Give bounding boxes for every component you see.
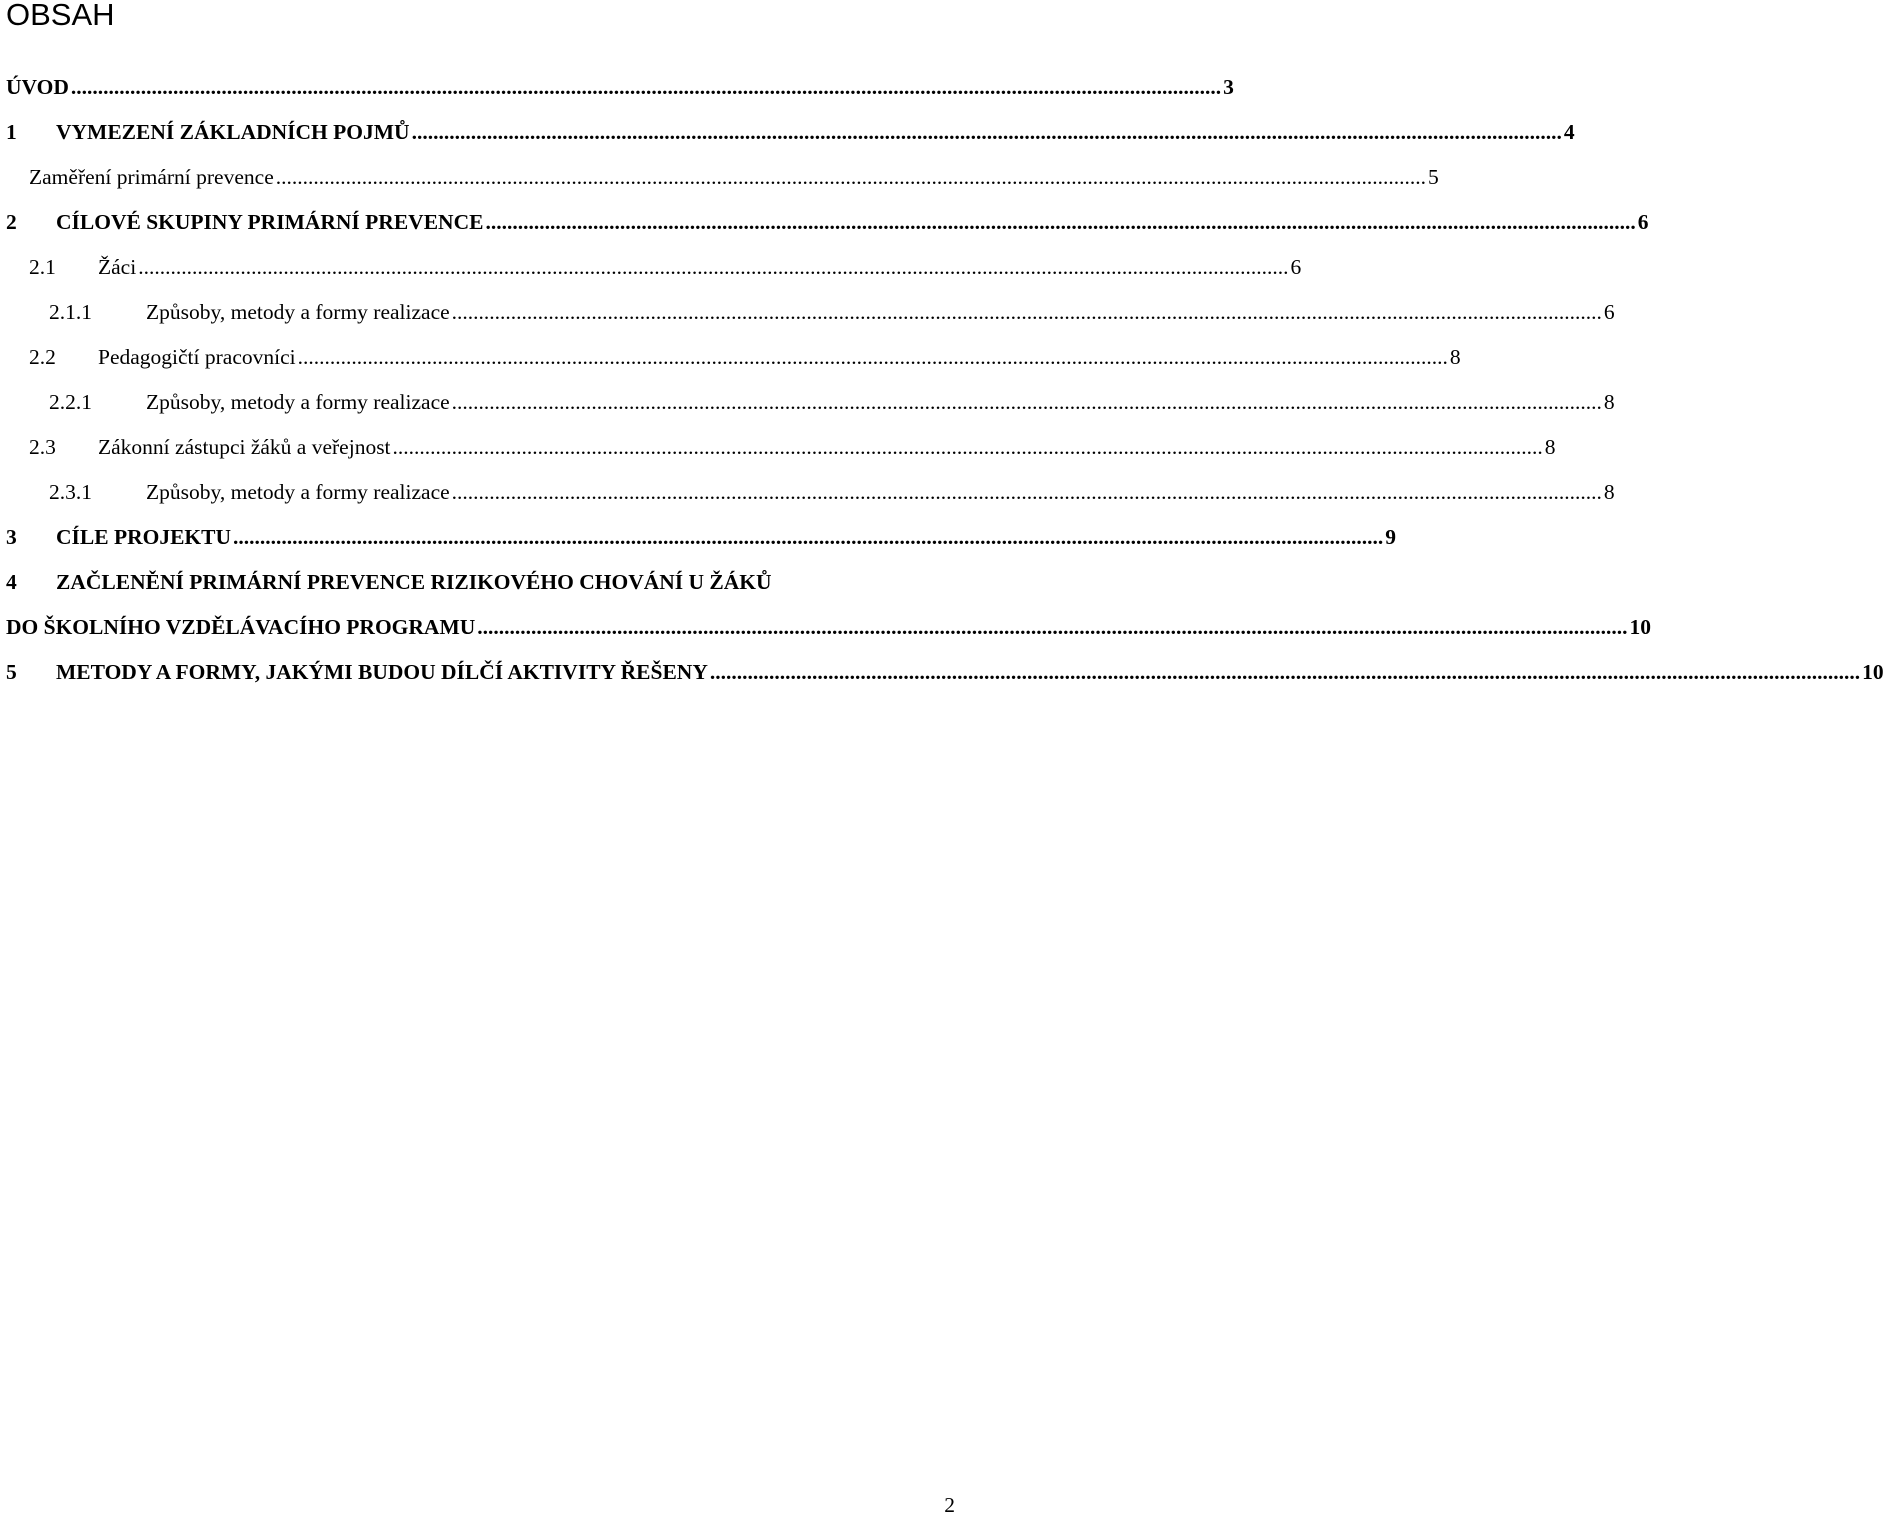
toc-entry-label: CÍLE PROJEKTU	[56, 525, 232, 549]
toc-entry[interactable]	[0, 342, 1461, 372]
toc-entry-page: 8	[1544, 435, 1556, 459]
toc-entry-body	[6, 72, 1234, 102]
toc-entry-page: 6	[1603, 300, 1615, 324]
toc-entry-label: ZAČLENĚNÍ PRIMÁRNÍ PREVENCE RIZIKOVÉHO CHOVÁNÍ U ŽÁKŮ	[56, 570, 772, 594]
toc-entry-number: 4	[6, 570, 17, 594]
toc-entry-label: Žáci	[98, 255, 137, 279]
toc-entry-body	[146, 297, 1615, 327]
toc-leader-dots: ......................................................................................................................................................................................................................	[451, 480, 1602, 504]
toc-leader-dots: ......................................................................................................................................................................................................................	[275, 165, 1426, 189]
toc-entry-label: ÚVOD	[6, 75, 69, 99]
toc-entry-number: 2.1.1	[49, 300, 92, 324]
toc-entry-number: 2.3.1	[49, 480, 92, 504]
toc-leader-dots: ......................................................................................................................................................................................................................	[297, 345, 1448, 369]
toc-entry-label: METODY A FORMY, JAKÝMI BUDOU DÍLČÍ AKTIVITY ŘEŠENY	[56, 660, 708, 684]
toc-entry-page: 8	[1449, 345, 1461, 369]
page-number: 2	[944, 1493, 955, 1517]
toc-entry-label: Zákonní zástupci žáků a veřejnost	[98, 435, 391, 459]
toc-entry[interactable]	[0, 297, 1615, 327]
toc-entry-page: 6	[1637, 210, 1649, 234]
toc-entry[interactable]	[0, 252, 1302, 282]
toc-entry[interactable]	[0, 117, 1575, 147]
toc-leader-dots: ......................................................................................................................................................................................................................	[451, 390, 1602, 414]
toc-entry-body	[98, 342, 1461, 372]
toc-entry-page: 6	[1290, 255, 1302, 279]
toc-entry[interactable]	[0, 477, 1615, 507]
toc-entry-number: 2.2	[29, 345, 56, 369]
toc-leader-dots: ......................................................................................................................................................................................................................	[451, 300, 1602, 324]
toc-entry[interactable]	[0, 432, 1556, 462]
toc-entry-body	[56, 522, 1397, 552]
toc-entry-number: 3	[6, 525, 17, 549]
toc-entry-body	[6, 612, 1652, 642]
toc-entry-body	[56, 567, 956, 597]
toc-entry-page: 5	[1427, 165, 1439, 189]
toc-entry-label: Způsoby, metody a formy realizace	[146, 300, 450, 324]
toc-entry[interactable]	[0, 522, 1397, 552]
toc-entry-label: Zaměření primární prevence	[29, 165, 274, 189]
toc-entry-number: 2	[6, 210, 17, 234]
toc-entry-page: 3	[1223, 75, 1234, 99]
toc-entry[interactable]	[0, 657, 1884, 687]
toc-entry-number: 1	[6, 120, 17, 144]
toc-entry-number: 2.1	[29, 255, 56, 279]
toc-entry-label: CÍLOVÉ SKUPINY PRIMÁRNÍ PREVENCE	[56, 210, 484, 234]
toc-entry-label: VYMEZENÍ ZÁKLADNÍCH POJMŮ	[56, 120, 410, 144]
toc-leader-dots: ......................................................................................................................................................................................................................	[233, 525, 1384, 549]
toc-leader-dots: ......................................................................................................................................................................................................................	[485, 210, 1636, 234]
toc-entry-continued[interactable]	[0, 612, 1652, 642]
toc-entry[interactable]	[0, 162, 1439, 192]
toc-entry[interactable]	[0, 72, 1234, 102]
toc-leader-dots: ......................................................................................................................................................................................................................	[411, 120, 1562, 144]
toc-entry-body	[56, 657, 1884, 687]
toc-leader-dots: ......................................................................................................................................................................................................................	[138, 255, 1289, 279]
toc-entry-body	[146, 477, 1615, 507]
toc-entry-number: 5	[6, 660, 17, 684]
toc-entry-page: 10	[1629, 615, 1652, 639]
toc-entry-body	[98, 432, 1556, 462]
toc-entry-label: Způsoby, metody a formy realizace	[146, 480, 450, 504]
page-title: OBSAH	[6, 0, 115, 32]
toc-entry-body	[98, 252, 1302, 282]
toc-entry-body	[146, 387, 1615, 417]
toc-entry-label: Pedagogičtí pracovníci	[98, 345, 296, 369]
toc-entry-page: 10	[1862, 660, 1884, 684]
toc-entry-body	[56, 117, 1575, 147]
toc-entry-label: DO ŠKOLNÍHO VZDĚLÁVACÍHO PROGRAMU	[6, 615, 476, 639]
toc-entry-body	[56, 207, 1649, 237]
toc-entry-page: 9	[1385, 525, 1397, 549]
toc-entry[interactable]	[0, 567, 956, 597]
toc-entry[interactable]	[0, 387, 1615, 417]
toc-entry-page: 8	[1603, 480, 1615, 504]
toc-entry-number: 2.3	[29, 435, 56, 459]
toc-entry-body	[29, 162, 1439, 192]
toc-entry-label: Způsoby, metody a formy realizace	[146, 390, 450, 414]
toc-entry[interactable]	[0, 207, 1649, 237]
toc-entry-page: 4	[1563, 120, 1575, 144]
toc-leader-dots: ......................................................................................................................................................................................................................	[709, 660, 1861, 684]
toc-entry-number: 2.2.1	[49, 390, 92, 414]
toc-leader-dots: ......................................................................................................................................................................................................................	[392, 435, 1543, 459]
toc-leader-dots: ......................................................................................................................................................................................................................	[477, 615, 1628, 639]
toc-entry-page: 8	[1603, 390, 1615, 414]
toc-leader-dots: ......................................................................................................................................................................................................................	[70, 75, 1222, 99]
